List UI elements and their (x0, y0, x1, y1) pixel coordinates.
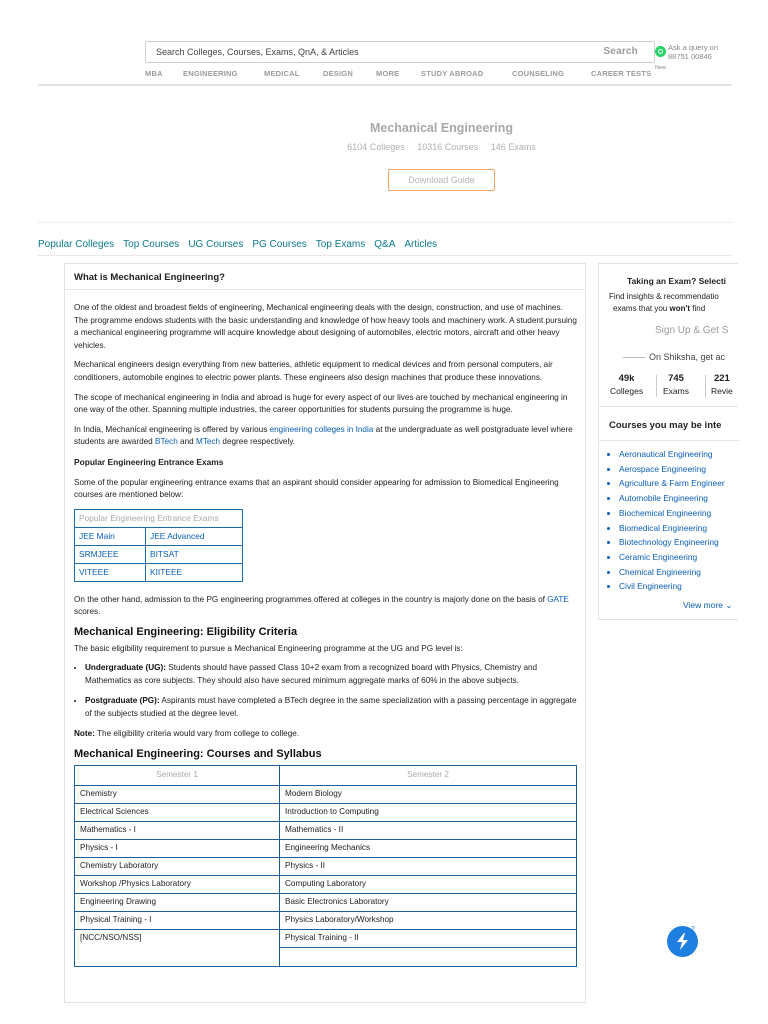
text: at the undergraduate as well postgraduate level where students are awarded (74, 424, 573, 447)
table-row (75, 803, 577, 821)
mtech-link[interactable]: MTech (196, 437, 221, 447)
widget-description (609, 291, 719, 315)
ask-query-number: 88751 00846 (668, 52, 712, 61)
table-row (75, 857, 577, 875)
stat-exams (663, 373, 689, 397)
text: scores. (74, 607, 101, 617)
course-link-chemical[interactable]: • Chemical Engineering (619, 565, 725, 580)
text: find (690, 304, 706, 313)
tab-pg-courses[interactable]: PG Courses (252, 239, 307, 250)
view-more-label: View more (683, 600, 723, 610)
exam-link-jee-advanced[interactable]: JEE Advanced (146, 527, 243, 545)
column-header-semester-1: Semester 1 (75, 765, 280, 785)
table-cell: Workshop /Physics Laboratory (75, 875, 280, 893)
stat-label: Exams (663, 386, 689, 396)
course-link-automobile[interactable]: • Automobile Engineering (619, 491, 725, 506)
heading-eligibility: Mechanical Engineering: Eligibility Criteria (74, 625, 298, 638)
related-courses-widget (598, 406, 738, 620)
nav-item-career-tests[interactable]: CAREER TESTS (591, 69, 652, 78)
courses-count[interactable]: 10316 Courses (417, 142, 479, 152)
article-heading: What is Mechanical Engineering? (74, 272, 225, 283)
chevron-down-icon: ⌄ (725, 600, 733, 610)
table-cell: Basic Electronics Laboratory (280, 893, 577, 911)
course-link-biotechnology[interactable]: • Biotechnology Engineering (619, 535, 725, 550)
paragraph: One of the oldest and broadest fields of engineering, Mechanical engineering deals with the design, construction, and use of machines. The programme endows students with the basic understanding and knowledge of how heavy tools and machinery work. A student pursuing a mechanical engineering programme will acquire knowledge about designing of automobiles, electric motors, aircraft and other heavy vehicles. (74, 303, 577, 350)
heading-syllabus: Mechanical Engineering: Courses and Syllabus (74, 748, 322, 761)
column-header-semester-2: Semester 2 (280, 765, 577, 785)
course-link-civil[interactable]: • Civil Engineering (619, 579, 725, 594)
note (74, 728, 579, 741)
table-row (75, 911, 577, 929)
table-row (75, 893, 577, 911)
paragraph: The basic eligibility requirement to pursue a Mechanical Engineering programme at the UG and PG level is: (74, 643, 463, 653)
course-link-biomedical[interactable]: • Biomedical Engineering (619, 521, 725, 536)
subheading-entrance-exams: Popular Engineering Entrance Exams (74, 456, 224, 467)
stat-reviews (711, 373, 733, 397)
course-link-ceramic[interactable]: • Ceramic Engineering (619, 550, 725, 565)
nav-item-counseling[interactable]: COUNSELING (512, 69, 565, 78)
stat-label: Revie (711, 386, 733, 396)
paragraph (74, 424, 579, 449)
table-cell: Physical Training - II (280, 929, 577, 948)
hero-stats (300, 142, 583, 152)
nav-item-design[interactable]: DESIGN (323, 69, 353, 78)
ask-query-line1: Ask a query on (668, 43, 719, 52)
table-cell: Mathematics - II (280, 821, 577, 839)
table-cell: Engineering Mechanics (280, 839, 577, 857)
text: and (177, 437, 196, 447)
nav-item-engineering[interactable]: ENGINEERING (183, 69, 238, 78)
table-row (75, 545, 243, 563)
new-badge: New (655, 65, 667, 71)
page-title: Mechanical Engineering (369, 121, 514, 135)
stat-divider (656, 375, 657, 397)
tab-top-exams[interactable]: Top Exams (315, 239, 366, 250)
table-row (75, 929, 577, 948)
gate-link[interactable]: GATE (547, 594, 569, 604)
section-tabs (38, 234, 446, 248)
exam-link-viteee[interactable]: VITEEE (75, 563, 146, 581)
list-item (85, 695, 579, 720)
table-cell: Physics - II (280, 857, 577, 875)
paragraph: The scope of mechanical engineering in India and abroad is huge for every aspect of our lives are touched by mechanical engineering in one way of the other. Spanning multiple industries, the career opportunities for students pursuing the programme is huge. (74, 392, 568, 415)
stat-number: 49k (618, 373, 635, 384)
table-row (75, 839, 577, 857)
table-cell: Introduction to Computing (280, 803, 577, 821)
table-cell: Modern Biology (280, 785, 577, 803)
course-link-aeronautical[interactable]: • Aeronautical Engineering (619, 447, 725, 462)
table-row (75, 785, 577, 803)
ask-query-text[interactable] (668, 43, 718, 61)
nav-item-more[interactable]: MORE (376, 69, 400, 78)
eligibility-list (74, 662, 579, 720)
stat-number: 221 (713, 373, 730, 384)
related-courses-list (609, 447, 725, 594)
text: In India, Mechanical engineering is offered by various (74, 424, 270, 434)
paragraph: Mechanical engineers design everything from new batteries, athletic equipment to medical devices and from personal computers, air conditioners, automobile engines to electric power plants. These engineers also design machines that produce these innovations. (74, 360, 553, 382)
exam-link-jee-main[interactable]: JEE Main (75, 527, 146, 545)
table-row (75, 821, 577, 839)
chat-badge: 2 (691, 926, 695, 933)
text: exams that you (613, 304, 670, 313)
tab-top-courses[interactable]: Top Courses (123, 239, 180, 250)
table-cell: Electrical Sciences (75, 803, 280, 821)
pg-text: Aspirants must have completed a BTech degree in the same specialization with a passing percentage in aggregate of the subjects studied at the degree level. (85, 696, 577, 718)
widget-line: Find insights & recommendatio (609, 292, 719, 301)
divider (38, 255, 732, 256)
ug-label: Undergraduate (UG): (85, 663, 166, 673)
nav-item-medical[interactable]: MEDICAL (264, 69, 300, 78)
colleges-count[interactable]: 6104 Colleges (347, 142, 405, 152)
widget-title: Taking an Exam? Selecti (627, 276, 727, 286)
nav-item-study-abroad[interactable]: STUDY ABROAD (421, 69, 484, 78)
table-cell: Physical Training - I (75, 911, 280, 929)
table-cell: [NCC/NSO/NSS] (75, 929, 280, 966)
download-guide-button[interactable]: Download Guide (388, 169, 495, 191)
table-row (75, 563, 243, 581)
article-content (74, 302, 579, 967)
stat-divider (705, 375, 706, 397)
paragraph: Some of the popular engineering entrance exams that an aspirant should consider appearing for admission to Biomedical Engineering courses are mentioned below: (74, 477, 559, 500)
table-cell: Engineering Drawing (75, 893, 280, 911)
divider (38, 222, 732, 223)
exam-link-srmjeee[interactable]: SRMJEEE (75, 545, 146, 563)
search-input[interactable] (156, 42, 576, 62)
btech-link[interactable]: BTech (155, 437, 178, 447)
whatsapp-icon[interactable] (655, 46, 666, 57)
lightning-icon (675, 933, 690, 950)
divider (599, 440, 739, 441)
table-cell: Chemistry (75, 785, 280, 803)
on-shiksha-text: On Shiksha, get ac (623, 352, 725, 362)
table-cell: Chemistry Laboratory (75, 857, 280, 875)
exams-count[interactable]: 146 Exams (490, 142, 536, 152)
search-button[interactable]: Search (603, 46, 638, 57)
text: On the other hand, admission to the PG engineering programmes offered at colleges in the country is majorly done on the basis of (74, 594, 548, 604)
table-cell: Physics Laboratory/Workshop (280, 911, 577, 929)
stat-number: 745 (668, 373, 684, 384)
nav-item-mba[interactable]: MBA (145, 69, 163, 78)
text: degree respectively. (220, 437, 296, 447)
table-row (75, 527, 243, 545)
widget-line (613, 303, 719, 315)
exam-table-header: Popular Engineering Entrance Exams (75, 509, 243, 527)
course-link-biochemical[interactable]: • Biochemical Engineering (619, 506, 725, 521)
table-cell: Mathematics - I (75, 821, 280, 839)
course-link-agriculture[interactable]: • Agriculture & Farm Engineer (619, 476, 725, 491)
table-cell: Physics - I (75, 839, 280, 857)
tab-popular-colleges[interactable]: Popular Colleges (38, 239, 115, 250)
tab-qna[interactable]: Q&A (374, 239, 396, 250)
syllabus-table (74, 765, 577, 967)
tab-articles[interactable]: Articles (404, 239, 438, 250)
exam-signup-widget (598, 263, 738, 408)
header-divider (38, 84, 732, 86)
exam-link-kiiteee[interactable]: KIITEEE (146, 563, 243, 581)
signup-button[interactable]: Sign Up & Get S (655, 325, 729, 336)
exam-link-bitsat[interactable]: BITSAT (146, 545, 243, 563)
list-item (85, 662, 579, 687)
table-cell: Computing Laboratory (280, 875, 577, 893)
related-courses-heading: Courses you may be inte (609, 420, 722, 431)
text-bold: won't (669, 304, 691, 313)
pg-label: Postgraduate (PG): (85, 696, 160, 706)
course-link-aerospace[interactable]: • Aerospace Engineering (619, 462, 725, 477)
stat-colleges (610, 373, 643, 397)
paragraph (74, 594, 579, 619)
search-box[interactable] (145, 41, 655, 63)
main-nav (145, 69, 665, 81)
tab-ug-courses[interactable]: UG Courses (188, 239, 244, 250)
note-text: The eligibility criteria would vary from college to college. (94, 729, 300, 739)
entrance-exams-table (74, 509, 243, 582)
stat-label: Colleges (610, 386, 644, 396)
ug-text: Students should have passed Class 10+2 exam from a recognized board with Physics, Chemistry and Mathematics as core subjects. They should also have secured minimum aggregate marks of 60% in the above subjects. (85, 663, 538, 685)
note-label: Note: (74, 729, 95, 739)
table-cell (280, 948, 577, 967)
engineering-colleges-link[interactable]: engineering colleges in India (269, 424, 374, 434)
view-more-link[interactable] (683, 600, 733, 611)
table-row (75, 875, 577, 893)
